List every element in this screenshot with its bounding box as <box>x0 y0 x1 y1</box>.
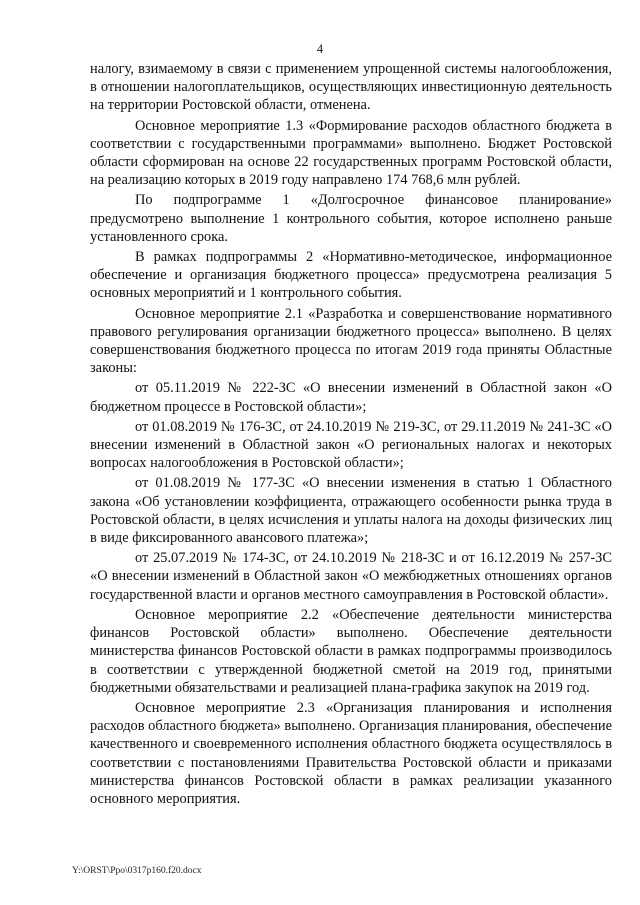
paragraph-law-222: от 05.11.2019 № 222-ЗС «О внесении изменений в Областной закон «О бюджетном процессе в Ростовской области»; <box>90 380 612 415</box>
paragraph-subprogram-2: В рамках подпрограммы 2 «Нормативно-методическое, информационное обеспечение и организация бюджетного процесса» предусмотрена реализация 5 основных мероприятий и 1 контрольного события. <box>90 249 612 302</box>
paragraph-measure-2-1: Основное мероприятие 2.1 «Разработка и совершенствование нормативного правового регулирования организации бюджетного процесса» выполнено. В целях совершенствования бюджетного процесса по итогам 2019 года приняты Областные законы: <box>90 305 612 377</box>
paragraph-subprogram-1: По подпрограмме 1 «Долгосрочное финансовое планирование» предусмотрено выполнение 1 контрольного события, которое исполнено раньше установленного срока. <box>90 192 612 245</box>
paragraph-law-177: от 01.08.2019 № 177-ЗС «О внесении изменения в статью 1 Областного закона «Об установлении коэффициента, отражающего особенности рынка труда в Ростовской области, в целях исчисления и уплаты налога на доходы физических лиц в виде фиксированного авансового платежа»; <box>90 475 612 547</box>
paragraph-laws-176-219-241: от 01.08.2019 № 176-ЗС, от 24.10.2019 № 219-ЗС, от 29.11.2019 № 241-ЗС «О внесении изменений в Областной закон «О региональных налогах и некоторых вопросах налогообложения в Ростовской области»; <box>90 418 612 472</box>
document-body <box>90 60 612 808</box>
paragraph-laws-174-218-257: от 25.07.2019 № 174-ЗС, от 24.10.2019 № 218-ЗС и от 16.12.2019 № 257-ЗС «О внесении изменений в Областной закон «О межбюджетных отношениях органов государственной власти и органов местного самоуправления в Ростовской области». <box>90 550 612 603</box>
paragraph-measure-2-3: Основное мероприятие 2.3 «Организация планирования и исполнения расходов областного бюджета» выполнено. Организация планирования, обеспечение качественного и своевременного исполнения областного бюджета осуществлялось в соответствии с постановлениями Правительства Ростовской области и приказами министерства финансов Ростовской области в рамках реализации указанного основного мероприятия. <box>90 699 612 807</box>
paragraph-measure-1-3: Основное мероприятие 1.3 «Формирование расходов областного бюджета в соответствии с государственными программами» выполнено. Бюджет Ростовской области сформирован на основе 22 государственных программ Ростовской области, на реализацию которых в 2019 году направлено 174 768,6 млн рублей. <box>90 117 612 189</box>
paragraph-measure-2-2: Основное мероприятие 2.2 «Обеспечение деятельности министерства финансов Ростовской области» выполнено. Обеспечение деятельности министерства финансов Ростовской области в рамках подпрограммы производилось в соответствии с утвержденной бюджетной сметой на 2019 год, принятыми бюджетными обязательствами и реализацией плана-графика закупок на 2019 год. <box>90 606 612 696</box>
footer-file-path: Y:\ORST\Ppo\0317p160.f20.docx <box>72 866 202 876</box>
paragraph-tax-regime-end: налогу, взимаемому в связи с применением упрощенной системы налогообложения, в отношении налогоплательщиков, осуществляющих инвестиционную деятельность на территории Ростовской области, отменена. <box>90 61 612 114</box>
page-number: 4 <box>316 42 324 56</box>
